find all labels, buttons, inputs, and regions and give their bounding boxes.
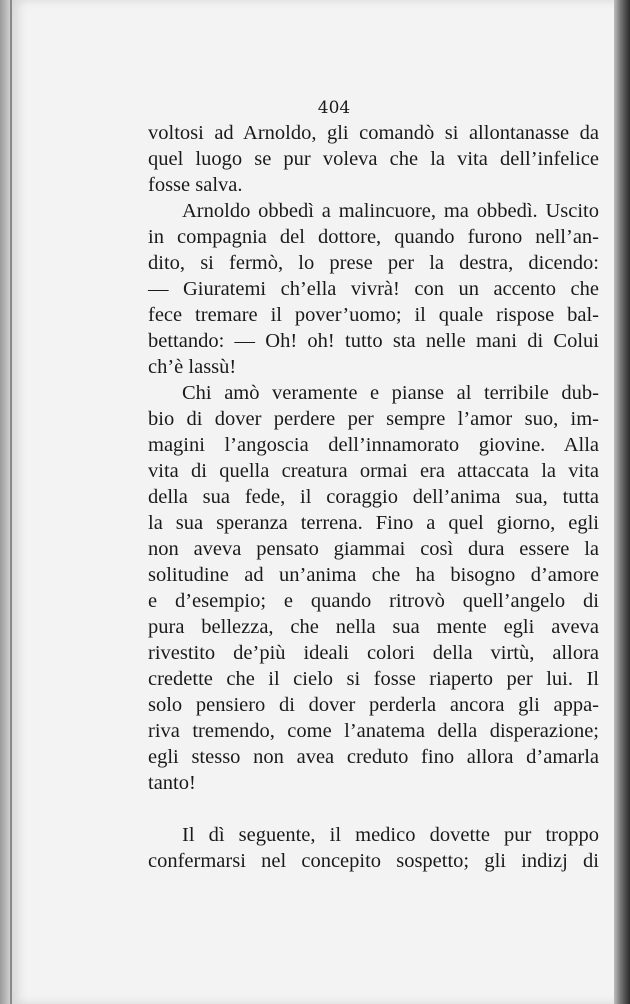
text-line: Arnoldo obbedì a malincuore, ma obbedì. Uscito bbox=[182, 200, 599, 222]
text-line: riva tremendo, come l’anatema della disperazione; bbox=[148, 720, 599, 742]
text-line: — Giuratemi ch’ella vivrà! con un accento che bbox=[148, 278, 599, 300]
text-line: della sua fede, il coraggio dell’anima sua, tutta bbox=[148, 486, 599, 508]
text-line: voltosi ad Arnoldo, gli comandò si allontanasse da bbox=[148, 122, 599, 144]
text-line: bio di dover perdere per sempre l’amor suo, im- bbox=[148, 408, 599, 430]
text-line: tanto! bbox=[148, 772, 196, 794]
book-page bbox=[10, 0, 616, 1004]
text-line: non aveva pensato giammai così dura essere la bbox=[148, 538, 599, 560]
book-gutter-left bbox=[0, 0, 10, 1004]
text-line: confermarsi nel concepito sospetto; gli indizj di bbox=[148, 850, 599, 872]
page-number: 404 bbox=[317, 98, 351, 118]
text-line: egli stesso non avea creduto fino allora d’amarla bbox=[148, 746, 599, 768]
text-line: bettando: — Oh! oh! tutto sta nelle mani di Colui bbox=[148, 330, 599, 352]
text-line: vita di quella creatura ormai era attaccata la vita bbox=[148, 460, 599, 482]
text-line: magini l’angoscia dell’innamorato giovine. Alla bbox=[148, 434, 599, 456]
text-line: quel luogo se pur voleva che la vita dell’infelice bbox=[148, 148, 599, 170]
text-line: fece tremare il pover’uomo; il quale rispose bal- bbox=[148, 304, 599, 326]
text-line: dito, si fermò, lo prese per la destra, dicendo: bbox=[148, 252, 599, 274]
text-line: Chi amò veramente e pianse al terribile dub- bbox=[182, 382, 599, 404]
text-line: rivestito de’più ideali colori della virtù, allora bbox=[148, 642, 599, 664]
text-line: ch’è lassù! bbox=[148, 356, 237, 378]
text-line: in compagnia del dottore, quando furono nell’an- bbox=[148, 226, 599, 248]
book-gutter-right bbox=[614, 0, 630, 1004]
text-line: pura bellezza, che nella sua mente egli aveva bbox=[148, 616, 599, 638]
text-line: la sua speranza terrena. Fino a quel giorno, egli bbox=[148, 512, 599, 534]
text-line: credette che il cielo si fosse riaperto per lui. Il bbox=[148, 668, 599, 690]
text-line: e d’esempio; e quando ritrovò quell’angelo di bbox=[148, 590, 599, 612]
text-line: Il dì seguente, il medico dovette pur troppo bbox=[182, 824, 599, 846]
text-line: fosse salva. bbox=[148, 174, 243, 196]
text-line: solo pensiero di dover perderla ancora gli appa- bbox=[148, 694, 599, 716]
text-line: solitudine ad un’anima che ha bisogno d’amore bbox=[148, 564, 599, 586]
